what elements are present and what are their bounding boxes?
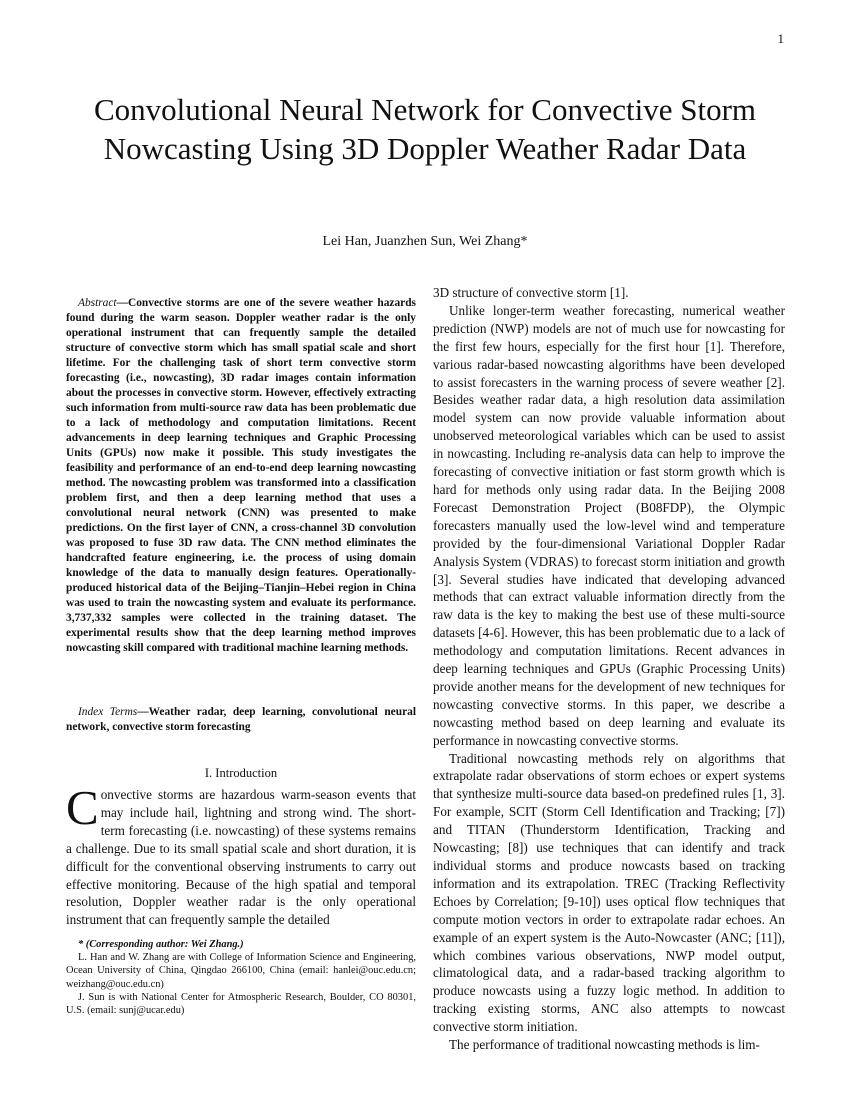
footnotes [66, 938, 416, 1017]
footnote-corresponding-author: * (Corresponding author: Wei Zhang.) [78, 939, 244, 950]
intro-paragraph [66, 780, 416, 929]
right-paragraph-0: 3D structure of convective storm [1]. [433, 285, 629, 300]
right-paragraph-1: Unlike longer-term weather forecasting, numerical weather prediction (NWP) models are not of much use for nowcasting for the first few hours, especially for the first hour [1]. Therefore, various radar-based nowcasting algorithms have been developed to assist forecasters in the warning process of severe weather [2]. Besides weather radar data, a high resolution data assimilation model system can now provide valuable information about unobserved meteorological variables which can be used to assist in nowcasting. Including re-analysis data can help to improve the forecasting of convective initiation or fast storm growth which is hard for methods only using radar data. In the Beijing 2008 Forecast Demonstration Project (B08FDP), the Olympic forecasters manually used the low-level wind and temperature provided by the four-dimensional Variational Doppler Radar Analysis System (VDRAS) to forecast storm initiation and growth [3]. Several studies have indicated that developing advanced methods that can extract valuable information directly from the raw data is the key to making the best use of these multi-source datasets [4-6]. However, this has been problematic due to a lack of methodology and computation limitations. Recent advances in deep learning techniques and GPUs (Graphic Processing Units) provide another means for the development of new techniques for nowcasting convective storms. In this paper, we describe a nowcasting method based on deep learning and evaluate its performance in nowcasting convective storms. [433, 302, 785, 748]
abstract-text: Convective storms are one of the severe weather hazards found during the warm season. Doppler weather radar is the only operational instrument that can frequently sample the detailed structure of convective storm which has small spatial scale and short lifetime. For the challenging task of short term convective storm forecasting (i.e., nowcasting), 3D radar images contain information about the processes in convective storm. However, effectively extracting such information from multi-source raw data has been problematic due to a lack of methodology and computation limitations. Recent advancements in deep learning techniques and Graphic Processing Units (GPUs) now make it possible. This study investigates the feasibility and performance of an end-to-end deep learning nowcasting method. The nowcasting problem was transformed into a classification problem first, and then a deep learning method that uses a convolutional neural network (CNN) was presented to make predictions. On the first layer of CNN, a cross-channel 3D convolution was proposed to fuse 3D raw data. The CNN method eliminates the handcrafted feature engineering, i.e. the process of using domain knowledge of the data to manually design features. Operationally-produced historical data of the Beijing–Tianjin–Hebei region in China was used to train the nowcasting system and evaluate its performance. 3,737,332 samples were collected in the training dataset. The experimental results show that the deep learning method improves nowcasting skill compared with traditional machine learning methods. [66, 297, 416, 654]
dropcap-letter: C [66, 780, 99, 835]
right-paragraph-3: The performance of traditional nowcasting methods is lim- [449, 1037, 760, 1053]
index-terms [66, 705, 416, 735]
section-heading-introduction: I. Introduction [204, 766, 278, 780]
page-number: 1 [777, 31, 784, 46]
intro-text: onvective storms are hazardous warm-season events that may include hail, lightning and strong wind. The short-term forecasting (i.e. nowcasting) of these systems remains a challenge. Due to its small spatial scale and short duration, it is difficult for the conventional observing instruments to carry out effective monitoring. Because of the high spatial and temporal resolution, Doppler weather radar is the only operational instrument that can frequently sample the detailed [66, 787, 416, 928]
index-terms-paragraph [66, 705, 416, 735]
introduction-body [66, 780, 416, 929]
paper-title: Convolutional Neural Network for Convective Storm Nowcasting Using 3D Doppler Weather Radar Data [93, 92, 757, 166]
author-list: Lei Han, Juanzhen Sun, Wei Zhang* [322, 234, 528, 249]
index-terms-label: Index Terms [78, 706, 138, 718]
abstract-dash: — [116, 297, 128, 309]
footnote-affiliation-1: L. Han and W. Zhang are with College of Information Science and Engineering, Ocean University of China, Qingdao 266100, China (email: hanlei@ouc.edu.cn; weizhang@ouc.edu.cn) [66, 952, 416, 990]
abstract [66, 296, 416, 656]
right-column-body [433, 284, 785, 1054]
abstract-paragraph [66, 296, 416, 656]
abstract-label: Abstract [78, 297, 117, 309]
index-terms-text: Weather radar, deep learning, convolutional neural network, convective storm forecasting [66, 706, 416, 733]
footnote-affiliation-2: J. Sun is with National Center for Atmospheric Research, Boulder, CO 80301, U.S. (email: sunj@ucar.edu) [66, 991, 416, 1017]
index-terms-dash: — [137, 706, 149, 718]
right-paragraph-2: Traditional nowcasting methods rely on algorithms that extrapolate radar observations of storm echoes or expert systems that synthesize multi-source data based-on predefined rules [1, 3]. For example, SCIT (Storm Cell Identification and Tracking; [7]) and TITAN (Thunderstorm Identification, Tracking and Nowcasting; [8]) use techniques that can identify and track individual storms and produce nowcasts based on tracking information and its extrapolation. TREC (Tracking Reflectivity Echoes by Correlation; [9-10]) uses optical flow techniques that compute motion vectors in order to extrapolate radar echoes. An example of an expert system is the Auto-Nowcaster (ANC; [11]), which combines various observations, NWP model output, climatological data, and a radar-based tracking algorithm to produce nowcasts using a fuzzy logic method. In addition to tracking existing storms, ANC also attempts to nowcast convective storm initiation. [433, 750, 785, 1035]
